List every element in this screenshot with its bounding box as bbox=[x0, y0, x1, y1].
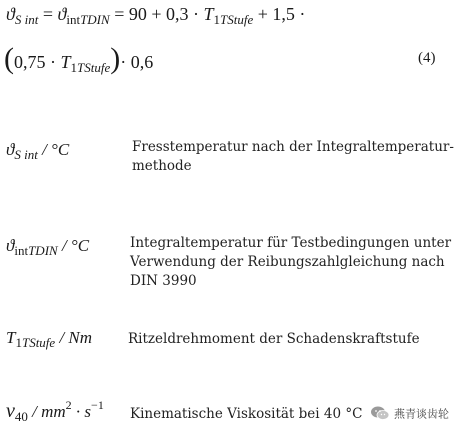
definition-text bbox=[132, 138, 454, 176]
equation-line-1 bbox=[6, 4, 305, 28]
subscript: TDIN bbox=[80, 12, 110, 27]
wechat-icon bbox=[370, 405, 390, 421]
unit: / °C bbox=[57, 236, 90, 255]
superscript: 2 bbox=[65, 398, 72, 412]
unit: · s bbox=[71, 402, 92, 421]
definition-line: Integraltemperatur für Testbedingungen unter bbox=[130, 235, 452, 251]
equation-tail: + 1,5 · bbox=[257, 4, 306, 24]
torque-symbol: T bbox=[203, 4, 214, 24]
definition-line: Verwendung der Reibungszahlgleichung nach bbox=[130, 254, 445, 270]
equation-coef: 0,75 · bbox=[14, 52, 56, 72]
equation-line-2 bbox=[4, 44, 153, 76]
unit: / °C bbox=[37, 140, 70, 159]
theta-symbol: ϑ bbox=[6, 140, 15, 159]
subscript: TDIN bbox=[28, 243, 58, 258]
watermark bbox=[370, 404, 449, 422]
subscript: 1 bbox=[213, 12, 220, 27]
definition-line: Kinematische Viskosität bei 40 °C bbox=[130, 406, 363, 422]
subscript: int bbox=[66, 12, 81, 27]
superscript: −1 bbox=[91, 398, 104, 412]
definition-text bbox=[130, 405, 362, 424]
theta-symbol: ϑ bbox=[57, 4, 67, 24]
equation-number: (4) bbox=[418, 50, 436, 66]
unit: / mm bbox=[27, 402, 66, 421]
subscript: TStufe bbox=[77, 60, 111, 75]
unit: / Nm bbox=[55, 328, 93, 347]
subscript: TStufe bbox=[21, 335, 56, 350]
definition-text bbox=[130, 234, 451, 291]
subscript: TStufe bbox=[220, 12, 254, 27]
nu-symbol: ν bbox=[6, 400, 15, 422]
subscript: 1 bbox=[70, 60, 78, 75]
left-paren: ( bbox=[4, 42, 14, 75]
subscript: 40 bbox=[14, 409, 28, 424]
equation-tail: · 0,6 bbox=[120, 52, 154, 72]
equation-terms: = 90 + 0,3 · bbox=[114, 4, 199, 24]
definition-line: methode bbox=[132, 158, 192, 174]
definition-text bbox=[128, 330, 420, 349]
torque-symbol: T bbox=[6, 328, 16, 347]
definition-symbol bbox=[6, 140, 69, 163]
definition-symbol bbox=[6, 236, 89, 259]
definition-line: Fresstemperatur nach der Integraltemperatur- bbox=[132, 139, 454, 155]
watermark-text: 燕青谈齿轮 bbox=[394, 407, 449, 421]
theta-symbol: ϑ bbox=[6, 4, 15, 24]
definition-symbol bbox=[6, 328, 92, 351]
right-paren: ) bbox=[110, 42, 121, 75]
subscript: 1 bbox=[15, 335, 22, 350]
subscript: S int bbox=[14, 12, 39, 27]
subscript: int bbox=[14, 243, 29, 258]
definition-line: Ritzeldrehmoment der Schadenskraftstufe bbox=[128, 331, 420, 347]
definition-symbol bbox=[6, 398, 104, 425]
equals-sign: = bbox=[42, 4, 53, 24]
theta-symbol: ϑ bbox=[6, 236, 15, 255]
subscript: S int bbox=[14, 147, 38, 162]
torque-symbol: T bbox=[60, 52, 71, 72]
definition-line: DIN 3990 bbox=[130, 273, 197, 289]
